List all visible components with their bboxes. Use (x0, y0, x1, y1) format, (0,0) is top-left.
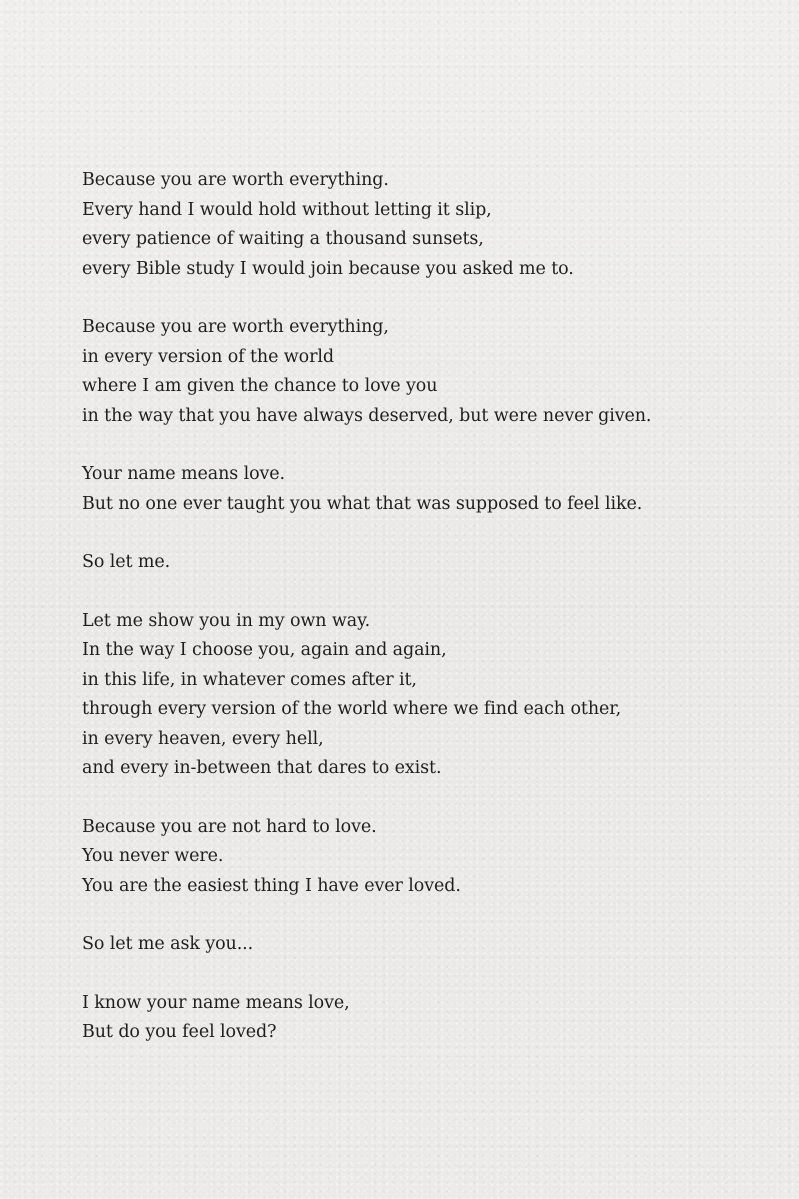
poem-line: Because you are worth everything, (82, 317, 389, 337)
poem-line: You never were. (82, 846, 224, 866)
stanza-7 (82, 930, 782, 960)
stanza-4 (82, 548, 782, 578)
poem-line: Because you are worth everything. (82, 170, 389, 190)
poem-line: in the way that you have always deserved, but were never given. (82, 405, 652, 426)
poem-line: Every hand I would hold without letting it slip, (82, 199, 492, 220)
poem-line: in this life, in whatever comes after it, (82, 669, 417, 690)
poem-line: Your name means love. (82, 464, 286, 484)
poem-line: So let me. (82, 552, 171, 572)
stanza-1 (82, 166, 782, 284)
stanza-5 (82, 607, 782, 784)
poem-line: in every heaven, every hell, (82, 728, 324, 749)
poem-line: I know your name means love, (82, 992, 350, 1013)
poem-line: But no one ever taught you what that was supposed to feel like. (82, 493, 643, 514)
poem-text (82, 166, 782, 1077)
poem-line: Let me show you in my own way. (82, 610, 371, 631)
stanza-2 (82, 313, 782, 431)
poem-line: So let me ask you... (82, 934, 254, 954)
poem-line: But do you feel loved? (82, 1022, 277, 1042)
poem-line: through every version of the world where we find each other, (82, 699, 622, 719)
poem-line: In the way I choose you, again and again, (82, 640, 447, 660)
poem-line: Because you are not hard to love. (82, 816, 377, 837)
poem-line: You are the easiest thing I have ever loved. (82, 875, 461, 896)
poem-line: in every version of the world (82, 346, 334, 367)
stanza-8 (82, 989, 782, 1048)
stanza-6 (82, 813, 782, 902)
stanza-3 (82, 460, 782, 519)
poem-line: and every in-between that dares to exist. (82, 758, 442, 778)
poem-line: every Bible study I would join because you asked me to. (82, 258, 574, 279)
poem-line: every patience of waiting a thousand sunsets, (82, 229, 484, 249)
poem-line: where I am given the chance to love you (82, 376, 438, 396)
